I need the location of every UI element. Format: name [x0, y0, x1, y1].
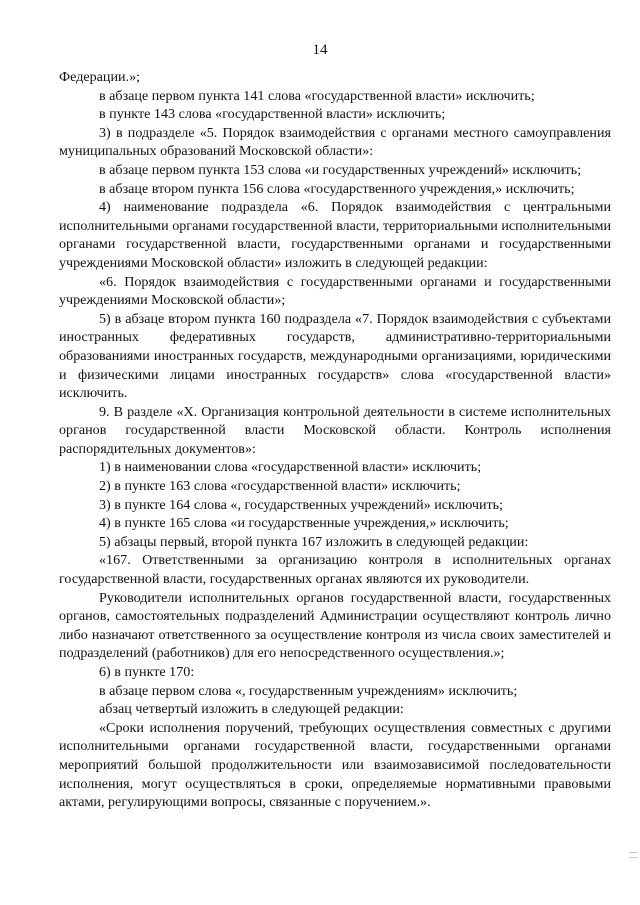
- page-number: 14: [312, 42, 328, 58]
- paragraph: 2) в пункте 163 слова «государственной власти» исключить;: [99, 478, 461, 495]
- document-body: [59, 68, 611, 812]
- paragraph: в абзаце первом слова «, государственным учреждениям» исключить;: [99, 682, 518, 699]
- paragraph: 6) в пункте 170:: [99, 664, 195, 680]
- paragraph: в пункте 143 слова «государственной власти» исключить;: [99, 106, 446, 123]
- paragraph: 4) наименование подраздела «6. Порядок взаимодействия с центральными исполнительными органами государственной власти, территориальными исполнительными органами государственной власти, государственными органами и государственными учреждениями Московской области» изложить в следующей редакции:: [59, 199, 611, 271]
- paragraph: «167. Ответственными за организацию контроля в исполнительных органах государственной власти, государственных органах являются их руководители.: [59, 552, 611, 588]
- paragraph: 5) в абзаце втором пункта 160 подраздела «7. Порядок взаимодействия с субъектами иностранных федеративных государств, административно-территориальными образованиями иностранных государств, международными организациями, юридическими и физическими лицами иностранных государств» слова «государственной власти» исключить.: [59, 310, 611, 402]
- paragraph: 3) в пункте 164 слова «, государственных учреждений» исключить;: [99, 496, 504, 513]
- paragraph: Руководители исполнительных органов государственной власти, государственных органов, самостоятельных подразделений Администрации осуществляют контроль лично либо назначают ответственного за осуществление контроля из числа своих заместителей и подразделений (работников) для его непосредственного осуществления.»;: [59, 589, 611, 662]
- paragraph: Федерации.»;: [59, 69, 141, 85]
- paragraph: в абзаце втором пункта 156 слова «государственного учреждения,» исключить;: [99, 180, 575, 197]
- paragraph: «Сроки исполнения поручений, требующих осуществления совместных с другими исполнительными органами государственной власти, государственными органами мероприятий большой продолжительности или взаимозависимой последовательности исполнения, могут осуществляться в сроки, определяемые нормативными правовыми актами, регулирующими вопросы, связанные с поручением.».: [59, 719, 611, 811]
- paragraph: 4) в пункте 165 слова «и государственные учреждения,» исключить;: [99, 515, 509, 532]
- paragraph: 5) абзацы первый, второй пункта 167 изложить в следующей редакции:: [99, 533, 529, 550]
- scan-edge-mark: ││: [629, 850, 637, 860]
- paragraph: 1) в наименовании слова «государственной власти» исключить;: [99, 459, 482, 476]
- paragraph: 3) в подразделе «5. Порядок взаимодействия с органами местного самоуправления муниципальных образований Московской области»:: [59, 124, 611, 160]
- paragraph: в абзаце первом пункта 153 слова «и государственных учреждений» исключить;: [99, 161, 582, 178]
- paragraph: «6. Порядок взаимодействия с государственными органами и государственными учреждениями Московской области»;: [59, 273, 611, 309]
- paragraph: в абзаце первом пункта 141 слова «государственной власти» исключить;: [99, 87, 535, 104]
- paragraph: абзац четвертый изложить в следующей редакции:: [99, 701, 404, 718]
- paragraph: 9. В разделе «X. Организация контрольной деятельности в системе исполнительных органов государственной власти Московской области. Контроль исполнения распорядительных документов»:: [59, 403, 611, 457]
